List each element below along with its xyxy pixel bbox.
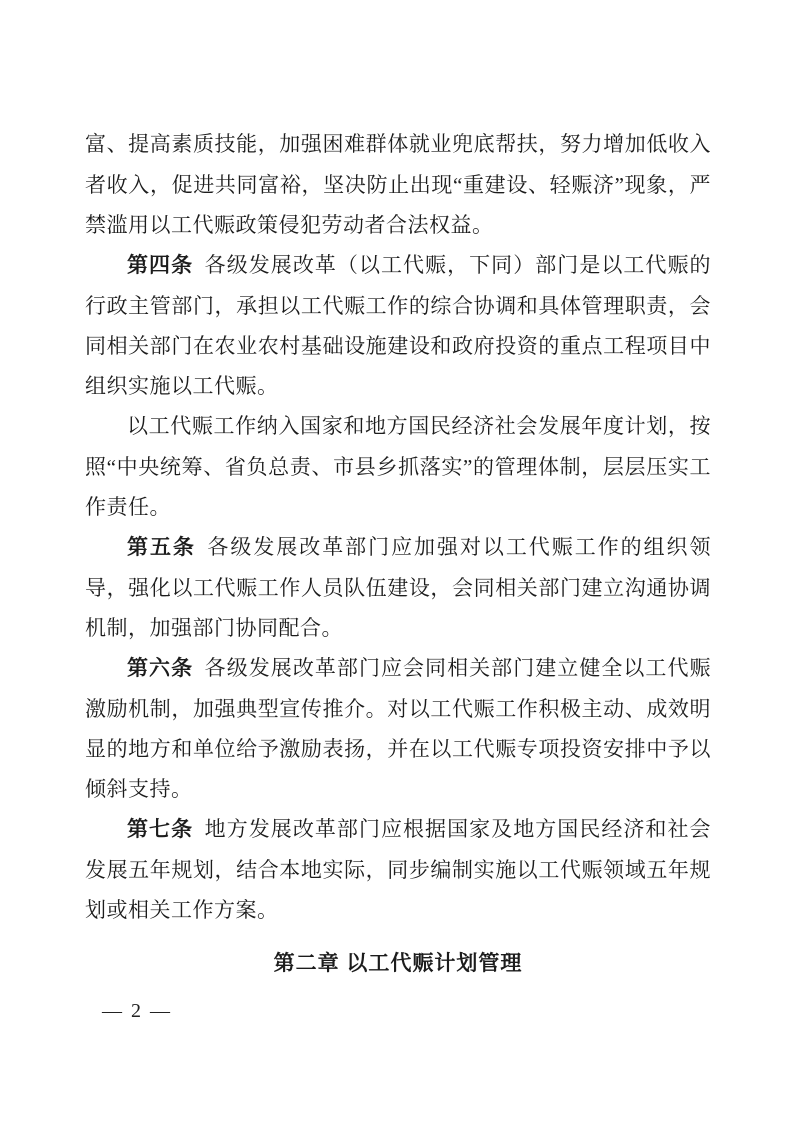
paragraph [85,648,711,809]
page-number: — 2 — [102,1000,172,1022]
article-label: 第六条 [127,657,194,680]
document-body [85,124,711,984]
paragraph [85,245,711,406]
paragraph-text: 各级发展改革（以工代赈，下同）部门是以工代赈的行政主管部门，承担以工代赈工作的综合协调和具体管理职责，会同相关部门在农业农村基础设施建设和政府投资的重点工程项目中组织实施以工代赈。 [85,253,712,398]
article-label: 第七条 [127,818,194,841]
paragraph-text: 富、提高素质技能，加强困难群体就业兜底帮扶，努力增加低收入者收入，促进共同富裕，坚决防止出现“重建设、轻赈济”现象，严禁滥用以工代赈政策侵犯劳动者合法权益。 [85,132,711,237]
paragraph [85,406,711,527]
article-label: 第五条 [127,536,196,559]
paragraph-text: 以工代赈工作纳入国家和地方国民经济社会发展年度计划，按照“中央统筹、省负总责、市县乡抓落实”的管理体制，层层压实工作责任。 [85,414,711,519]
paragraph-text: 地方发展改革部门应根据国家及地方国民经济和社会发展五年规划，结合本地实际，同步编制实施以工代赈领域五年规划或相关工作方案。 [85,817,712,922]
article-label: 第四条 [127,254,194,277]
paragraph [85,527,711,648]
paragraph [85,124,711,245]
paragraph-text: 各级发展改革部门应加强对以工代赈工作的组织领导，强化以工代赈工作人员队伍建设，会同相关部门建立沟通协调机制，加强部门协同配合。 [85,535,712,640]
paragraph [85,809,711,930]
paragraph-text: 各级发展改革部门应会同相关部门建立健全以工代赈激励机制，加强典型宣传推介。对以工代赈工作积极主动、成效明显的地方和单位给予激励表扬，并在以工代赈专项投资安排中予以倾斜支持。 [85,656,712,801]
chapter-heading: 第二章 以工代赈计划管理 [273,952,523,975]
